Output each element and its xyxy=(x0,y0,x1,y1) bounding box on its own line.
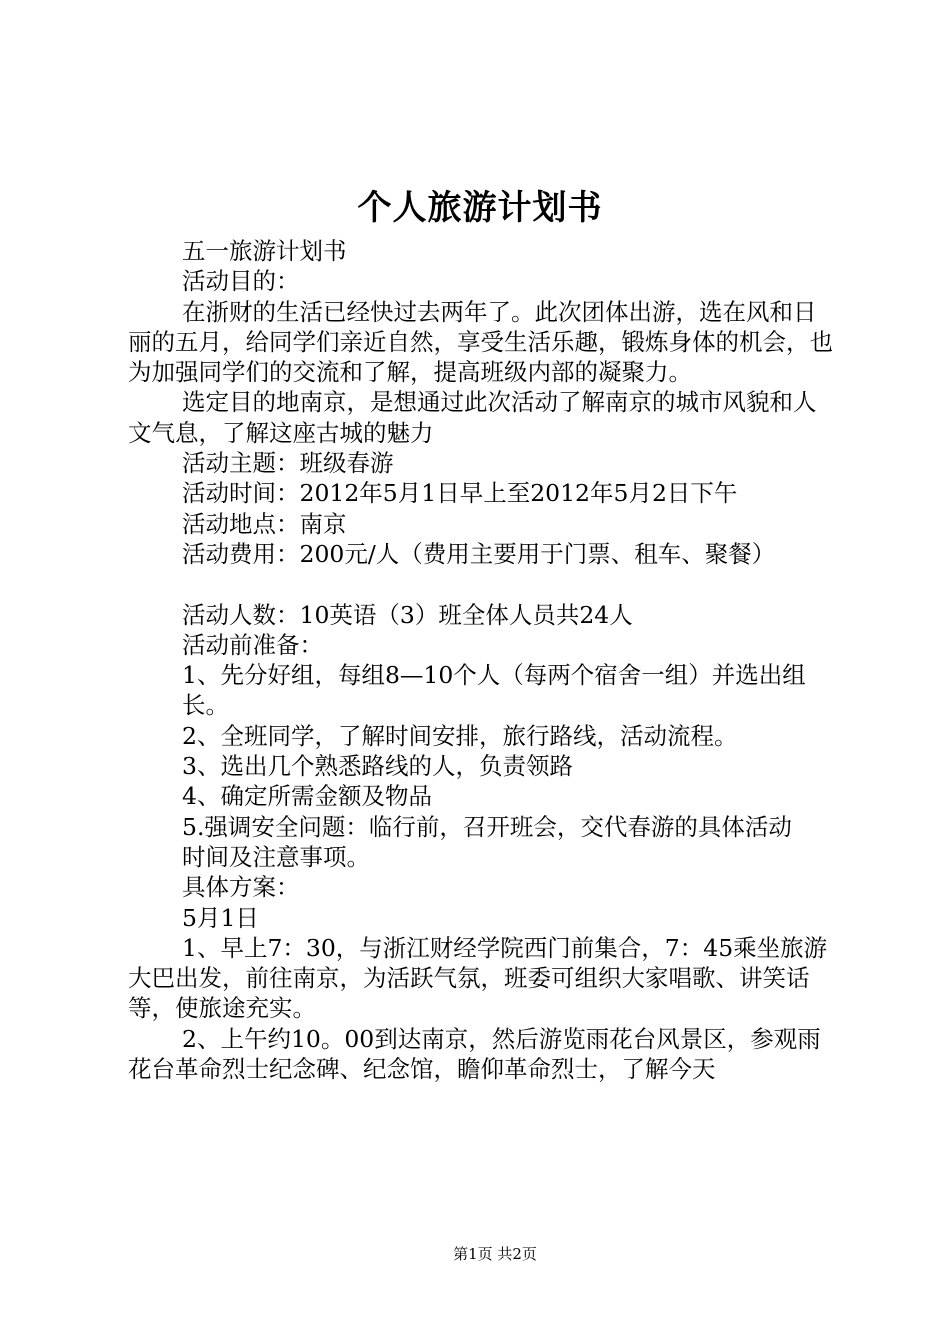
activity-cost: 活动费用：200元/人（费用主要用于门票、租车、聚餐） xyxy=(182,539,776,568)
prep-item-1-continued: 长。 xyxy=(182,691,229,720)
prep-item-1: 1、先分好组，每组8—10个人（每两个宿舍一组）并选出组 xyxy=(182,661,806,690)
prep-item-5-continued: 时间及注意事项。 xyxy=(182,842,370,871)
activity-location: 活动地点：南京 xyxy=(182,509,347,538)
prep-item-4: 4、确定所需金额及物品 xyxy=(182,782,432,811)
prep-item-5: 5.强调安全问题：临行前，召开班会，交代春游的具体活动 xyxy=(182,812,792,841)
plan-step-1: 1、早上7：30，与浙江财经学院西门前集合，7：45乘坐旅游大巴出发，前往南京，为活跃气氛，班委可组织大家唱歌、讲笑话等，使旅途充实。 xyxy=(128,933,828,1023)
prep-item-2: 2、全班同学，了解时间安排，旅行路线，活动流程。 xyxy=(182,721,738,750)
paragraph-destination: 选定目的地南京，是想通过此次活动了解南京的城市风貌和人文气息，了解这座古城的魅力 xyxy=(128,388,817,447)
prep-item-3: 3、选出几个熟悉路线的人，负责领路 xyxy=(182,752,573,781)
activity-theme: 活动主题：班级春游 xyxy=(182,449,394,478)
section-heading-plan: 具体方案： xyxy=(182,873,300,902)
plan-date: 5月1日 xyxy=(182,903,259,932)
blank-line xyxy=(128,569,838,599)
subtitle-line: 五一旅游计划书 xyxy=(182,237,347,265)
activity-time: 活动时间：2012年5月1日早上至2012年5月2日下午 xyxy=(182,479,738,508)
activity-participants: 活动人数：10英语（3）班全体人员共24人 xyxy=(182,600,633,629)
section-heading-preparation: 活动前准备： xyxy=(182,630,323,659)
paragraph-purpose: 在浙财的生活已经快过去两年了。此次团体出游，选在风和日丽的五月，给同学们亲近自然，享受生活乐趣，锻炼身体的机会，也为加强同学们的交流和了解，提高班级内部的凝聚力。 xyxy=(128,297,833,387)
page-number-footer: 第1页 共2页 xyxy=(453,1245,537,1263)
document-title: 个人旅游计划书 xyxy=(357,188,603,228)
document-body xyxy=(128,236,838,1084)
plan-step-2: 2、上午约10。00到达南京，然后游览雨花台风景区，参观雨花台革命烈士纪念碑、纪念馆，瞻仰革命烈士，了解今天 xyxy=(128,1024,821,1084)
section-heading-purpose: 活动目的： xyxy=(182,267,300,296)
